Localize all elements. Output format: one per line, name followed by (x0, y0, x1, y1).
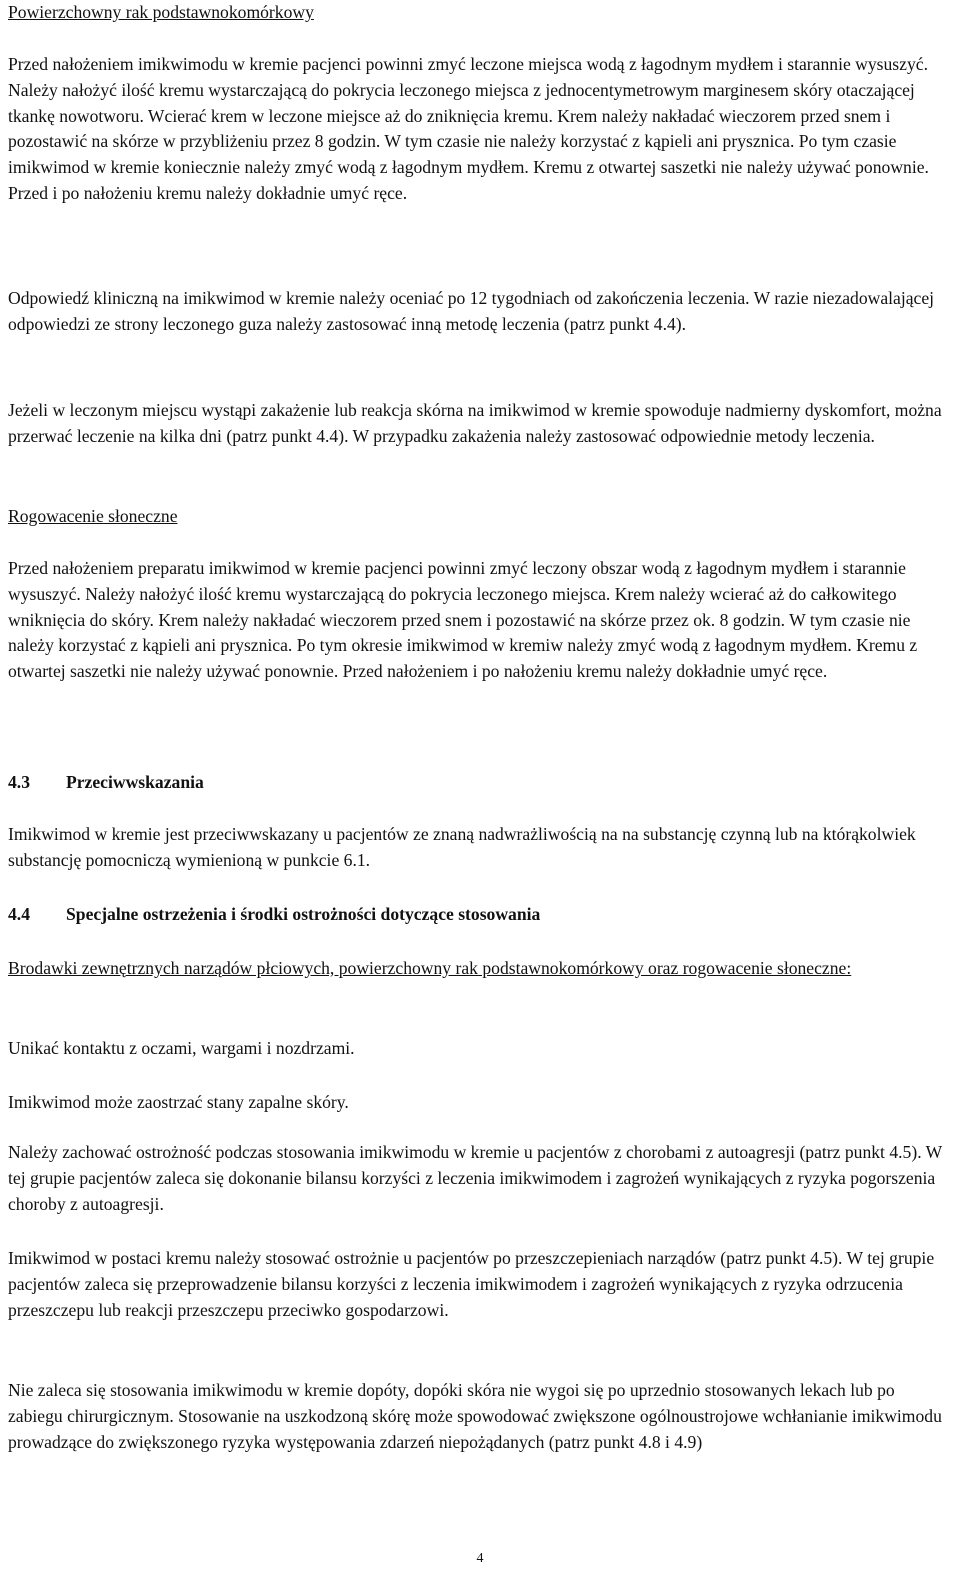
bcc-paragraph-2: Odpowiedź kliniczną na imikwimod w kremie należy oceniać po 12 tygodniach od zakończenia leczenia. W razie niezadowalającej odpowiedzi ze strony leczonego guza należy zastosować inną metodę leczenia (patrz punkt 4.4). (8, 288, 935, 334)
section-title: Przeciwwskazania (66, 772, 204, 792)
page-number: 4 (476, 1551, 484, 1566)
section-number: 4.3 (8, 772, 30, 792)
s43-paragraph-1: Imikwimod w kremie jest przeciwwskazany u pacjentów ze znaną nadwrażliwością na na substancję czynną lub na którąkolwiek substancję pomocniczą wymienioną w punkcie 6.1. (8, 824, 916, 870)
s44-paragraph-3: Należy zachować ostrożność podczas stosowania imikwimodu w kremie u pacjentów z chorobami z autoagresji (patrz punkt 4.5). W tej grupie pacjentów zaleca się dokonanie bilansu korzyści z leczenia imikwimodem i zagrożeń wynikających z ryzyka pogorszenia choroby z autoagresji. (8, 1142, 942, 1214)
section-4-4-heading (8, 902, 952, 928)
s44-paragraph-2: Imikwimod może zaostrzać stany zapalne skóry. (8, 1092, 349, 1112)
ak-paragraph-1: Przed nałożeniem preparatu imikwimod w kremie pacjenci powinni zmyć leczony obszar wodą z łagodnym mydłem i starannie wysuszyć. Należy nałożyć ilość kremu wystarczającą do pokrycia leczonego miejsca. Krem należy wcierać aż do całkowitego wniknięcia do skóry. Krem należy nakładać wieczorem przed snem i pozostawić na skórze przez ok. 8 godzin. W tym czasie nie należy korzystać z kąpieli ani prysznica. Po tym okresie imikwimod w kremiw należy zmyć wodą z łagodnym mydłem. Kremu z otwartej saszetki nie należy używać ponownie. Przed nałożeniem i po nałożeniu kremu należy dokładnie umyć ręce. (8, 558, 918, 682)
bcc-section-title: Powierzchowny rak podstawnokomórkowy (8, 2, 314, 22)
s44-paragraph-4: Imikwimod w postaci kremu należy stosować ostrożnie u pacjentów po przeszczepieniach narządów (patrz punkt 4.5). W tej grupie pacjentów zaleca się przeprowadzenie bilansu korzyści z leczenia imikwimodem i zagrożeń wynikających z ryzyka odrzucenia przeszczepu lub reakcji przeszczepu przeciwko gospodarzowi. (8, 1248, 935, 1320)
s44-paragraph-5: Nie zaleca się stosowania imikwimodu w kremie dopóty, dopóki skóra nie wygoi się po uprzednio stosowanych lekach lub po zabiegu chirurgicznym. Stosowanie na uszkodzoną skórę może spowodować zwiększone ogólnoustrojowe wchłanianie imikwimodu prowadzące do zwiększonego ryzyka występowania zdarzeń niepożądanych (patrz punkt 4.8 i 4.9) (8, 1380, 942, 1452)
ak-section-title: Rogowacenie słoneczne (8, 506, 178, 526)
bcc-paragraph-3: Jeżeli w leczonym miejscu wystąpi zakażenie lub reakcja skórna na imikwimod w kremie spowoduje nadmierny dyskomfort, można przerwać leczenie na kilka dni (patrz punkt 4.4). W przypadku zakażenia należy zastosować odpowiednie metody leczenia. (8, 400, 942, 446)
s44-subtitle: Brodawki zewnętrznych narządów płciowych, powierzchowny rak podstawnokomórkowy oraz rogowacenie słoneczne: (8, 958, 852, 978)
section-number: 4.4 (8, 904, 30, 924)
section-4-3-heading (8, 770, 952, 796)
section-title: Specjalne ostrzeżenia i środki ostrożności dotyczące stosowania (66, 904, 541, 924)
bcc-paragraph-1: Przed nałożeniem imikwimodu w kremie pacjenci powinni zmyć leczone miejsca wodą z łagodnym mydłem i starannie wysuszyć. Należy nałożyć ilość kremu wystarczającą do pokrycia leczonego miejsca z jednocentymetrowym marginesem skóry otaczającej tkankę nowotworu. Wcierać krem w leczone miejsce aż do zniknięcia kremu. Krem należy nakładać wieczorem przed snem i pozostawić na skórze w przybliżeniu przez 8 godzin. W tym czasie nie należy korzystać z kąpieli ani prysznica. Po tym czasie imikwimod w kremie koniecznie należy zmyć wodą z łagodnym mydłem. Kremu z otwartej saszetki nie należy używać ponownie. Przed i po nałożeniu kremu należy dokładnie umyć ręce. (8, 54, 929, 203)
s44-paragraph-1: Unikać kontaktu z oczami, wargami i nozdrzami. (8, 1038, 355, 1058)
